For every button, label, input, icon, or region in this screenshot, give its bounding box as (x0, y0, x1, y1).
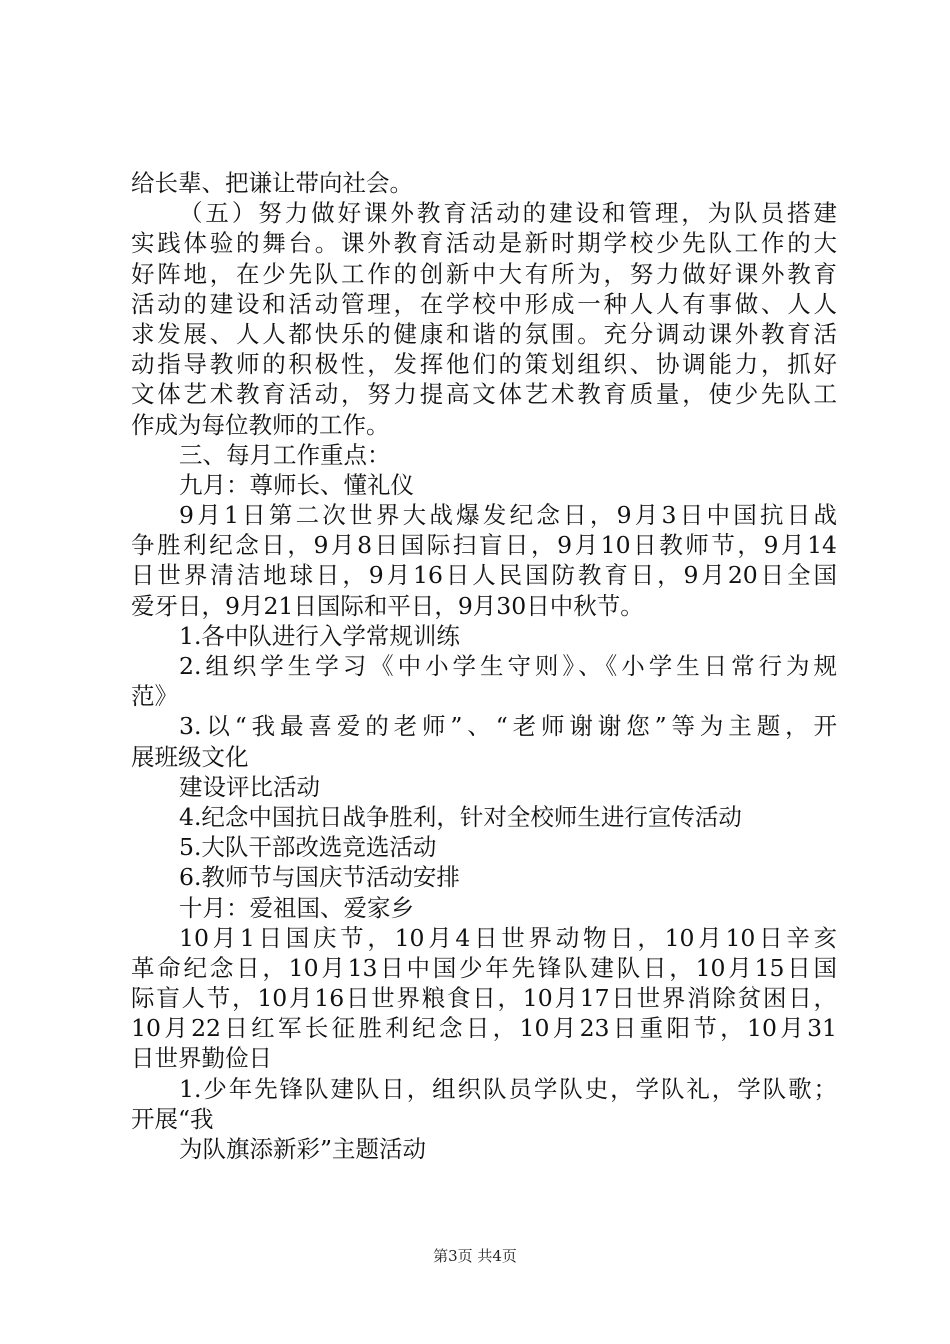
month-heading: 十月：爱祖国、爱家乡 (179, 893, 414, 922)
month-heading: 九月：尊师长、懂礼仪 (179, 470, 414, 499)
text-line: 爱牙日，9月21日国际和平日，9月30日中秋节。 (131, 591, 644, 620)
text-line: （五）努力做好课外教育活动的建设和管理，为队员搭建 (179, 199, 837, 228)
list-item: 4.纪念中国抗日战争胜利，针对全校师生进行宣传活动 (179, 802, 742, 831)
text-line: 活动的建设和活动管理，在学校中形成一种人人有事做、人人 (131, 289, 837, 318)
page-number-label: 第3页 共4页 (433, 1247, 517, 1265)
text-line: 革命纪念日，10月13日中国少年先锋队建队日，10月15日国 (131, 953, 837, 982)
list-item: 5.大队干部改选竞选活动 (179, 833, 437, 862)
text-line: 日世界清洁地球日，9月16日人民国防教育日，9月20日全国 (131, 561, 837, 590)
text-line: 展班级文化 (131, 742, 249, 771)
list-item: 2.组织学生学习《中小学生守则》、《小学生日常行为规 (179, 652, 837, 680)
text-line: 日世界勤俭日 (131, 1044, 272, 1073)
text-line: 作成为每位教师的工作。 (131, 410, 390, 439)
text-line: 文体艺术教育活动，努力提高文体艺术教育质量，使少先队工 (131, 380, 837, 409)
text-line: 求发展、人人都快乐的健康和谐的氛围。充分调动课外教育活 (131, 319, 837, 348)
document-body (131, 168, 837, 1164)
text-line: 实践体验的舞台。课外教育活动是新时期学校少先队工作的大 (131, 229, 837, 258)
text-line: 10月22日红军长征胜利纪念日，10月23日重阳节，10月31 (131, 1014, 837, 1043)
text-line: 动指导教师的积极性，发挥他们的策划组织、协调能力，抓好 (131, 350, 837, 379)
text-line: 争胜利纪念日，9月8日国际扫盲日，9月10日教师节，9月14 (131, 531, 837, 560)
list-item: 6.教师节与国庆节活动安排 (179, 863, 460, 892)
text-line: 为队旗添新彩”主题活动 (179, 1135, 427, 1163)
text-line: 开展“我 (131, 1104, 214, 1133)
text-line: 际盲人节，10月16日世界粮食日，10月17日世界消除贫困日， (131, 984, 837, 1013)
section-heading: 三、每月工作重点： (179, 440, 391, 469)
text-line: 9月1日第二次世界大战爆发纪念日，9月3日中国抗日战 (179, 501, 837, 530)
text-line: 给长辈、把谦让带向社会。 (131, 169, 413, 197)
page-footer (0, 1245, 950, 1266)
list-item: 1.各中队进行入学常规训练 (179, 621, 460, 650)
text-line: 好阵地，在少先队工作的创新中大有所为，努力做好课外教育 (131, 259, 837, 288)
list-item: 1.少年先锋队建队日，组织队员学队史，学队礼，学队歌； (179, 1074, 837, 1103)
list-item: 3.以“我最喜爱的老师”、“老师谢谢您”等为主题，开 (179, 712, 837, 741)
text-line: 10月1日国庆节，10月4日世界动物日，10月10日辛亥 (179, 923, 837, 952)
text-line: 范》 (131, 682, 178, 711)
text-line: 建设评比活动 (179, 772, 320, 801)
